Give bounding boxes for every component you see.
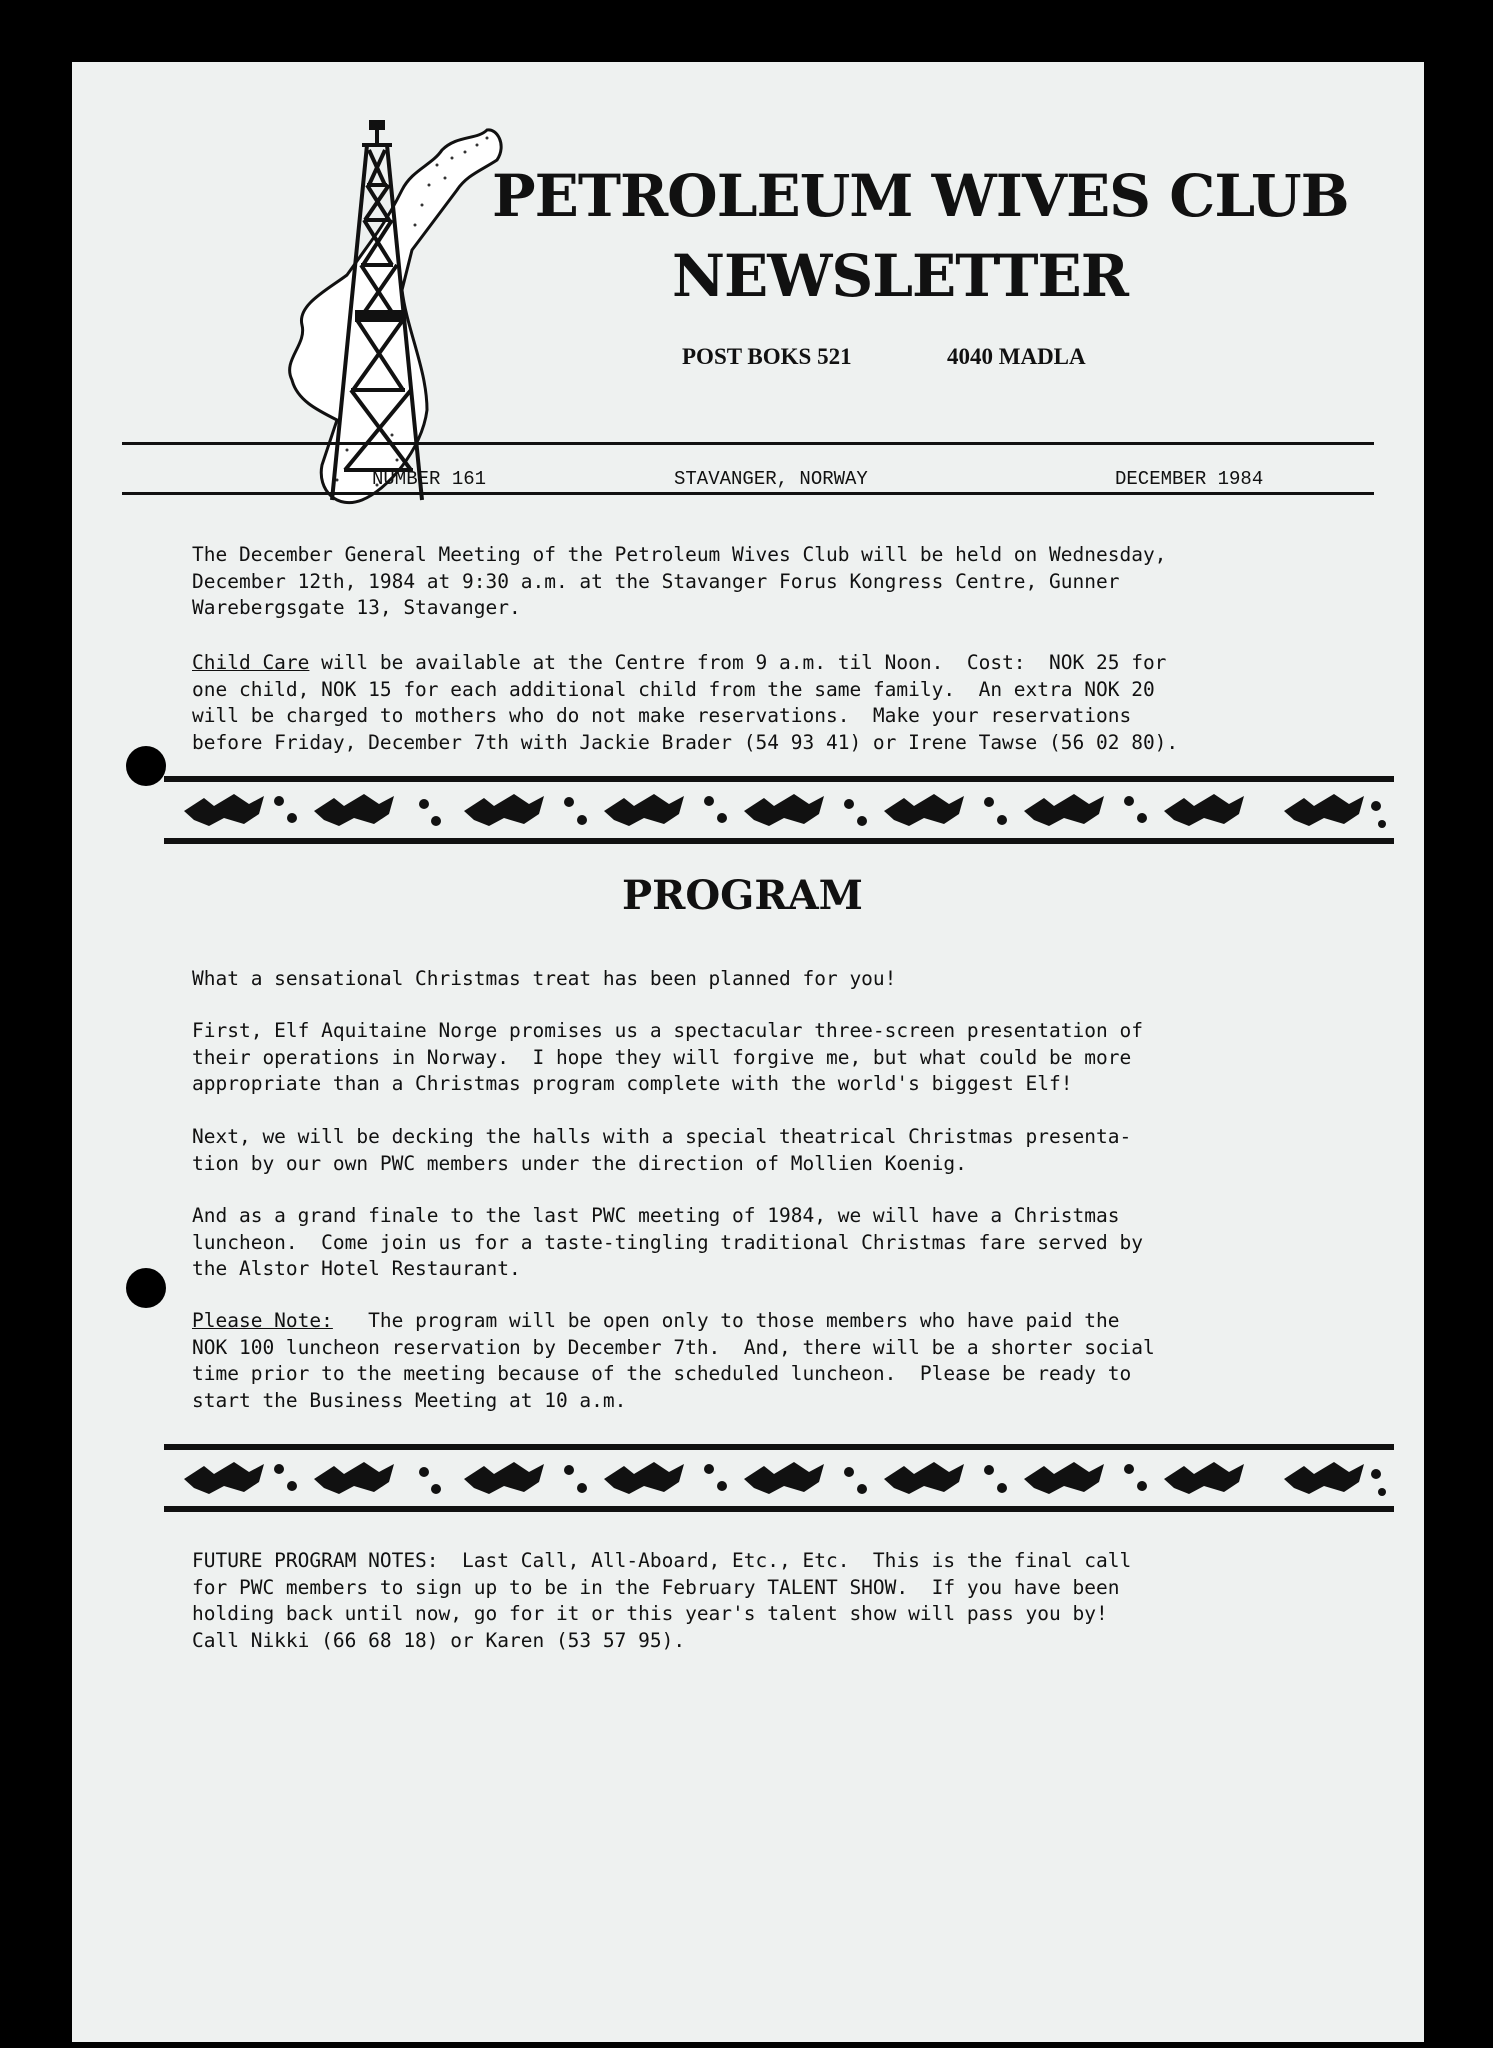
header-rule-top (122, 442, 1374, 445)
program-heading: PROGRAM (622, 872, 863, 919)
punch-hole-upper (126, 746, 166, 786)
program-theatrical: Next, we will be decking the halls with a special theatrical Christmas presenta- tion by our own PWC members under the direction of Mollien Koenig. (192, 1125, 1132, 1175)
future-program-notes: FUTURE PROGRAM NOTES: Last Call, All-Aboard, Etc., Etc. This is the final call for PWC members to sign up to be in the February TALENT SHOW. If you have been holding back until now, go for it or this year's talent show will pass you by! Call Nikki (66 68 18) or Karen (53 57 95). (192, 1549, 1132, 1653)
newsletter-title: PETROLEUM WIVES CLUB (492, 162, 1349, 230)
holly-border-bottom (164, 1444, 1394, 1514)
program-intro: What a sensational Christmas treat has been planned for you! (192, 967, 897, 990)
issue-date: DECEMBER 1984 (1115, 468, 1264, 490)
child-care-paragraph (192, 650, 1372, 757)
meeting-announcement: The December General Meeting of the Petroleum Wives Club will be held on Wednesday, December 12th, 1984 at 9:30 a.m. at the Stavanger Forus Kongress Centre, Gunner Warebergsgate 13, Stavanger. (192, 543, 1167, 620)
please-note-text: The program will be open only to those members who have paid the NOK 100 luncheon reservation by December 7th. And, there will be a shorter social time prior to the meeting because of the scheduled luncheon. Please be ready to start the Business Meeting at 10 a.m. (192, 1309, 1155, 1413)
newsletter-subtitle: NEWSLETTER (672, 242, 1128, 310)
please-note-label: Please Note: (192, 1309, 333, 1332)
child-care-label: Child Care (192, 651, 310, 674)
program-elf-presentation: First, Elf Aquitaine Norge promises us a spectacular three-screen presentation of their operations in Norway. I hope they will forgive me, but what could be more appropriate than a Christmas program complete with the world's biggest Elf! (192, 1019, 1143, 1096)
please-note-paragraph (192, 1308, 1372, 1415)
program-luncheon: And as a grand finale to the last PWC meeting of 1984, we will have a Christmas luncheon. Come join us for a taste-tingling traditional Christmas fare served by the Alstor Hotel Restaurant. (192, 1204, 1143, 1281)
issue-number: NUMBER 161 (372, 468, 487, 490)
child-care-text: will be available at the Centre from 9 a.m. til Noon. Cost: NOK 25 for one child, NOK 15 for each additional child from the same family. An extra NOK 20 will be charged to mothers who do not make reservations. Make your reservations before Friday, December 7th with Jackie Brader (54 93 41) or Irene Tawse (56 02 80). (192, 651, 1179, 755)
post-city-address: 4040 MADLA (947, 344, 1086, 369)
newsletter-page (72, 62, 1424, 2042)
issue-place: STAVANGER, NORWAY (674, 468, 868, 490)
holly-border-top (164, 776, 1394, 846)
post-box-address: POST BOKS 521 (682, 344, 852, 369)
punch-hole-lower (126, 1268, 166, 1308)
oil-derrick-norway-logo (197, 90, 517, 520)
header-rule-bottom (122, 492, 1374, 495)
